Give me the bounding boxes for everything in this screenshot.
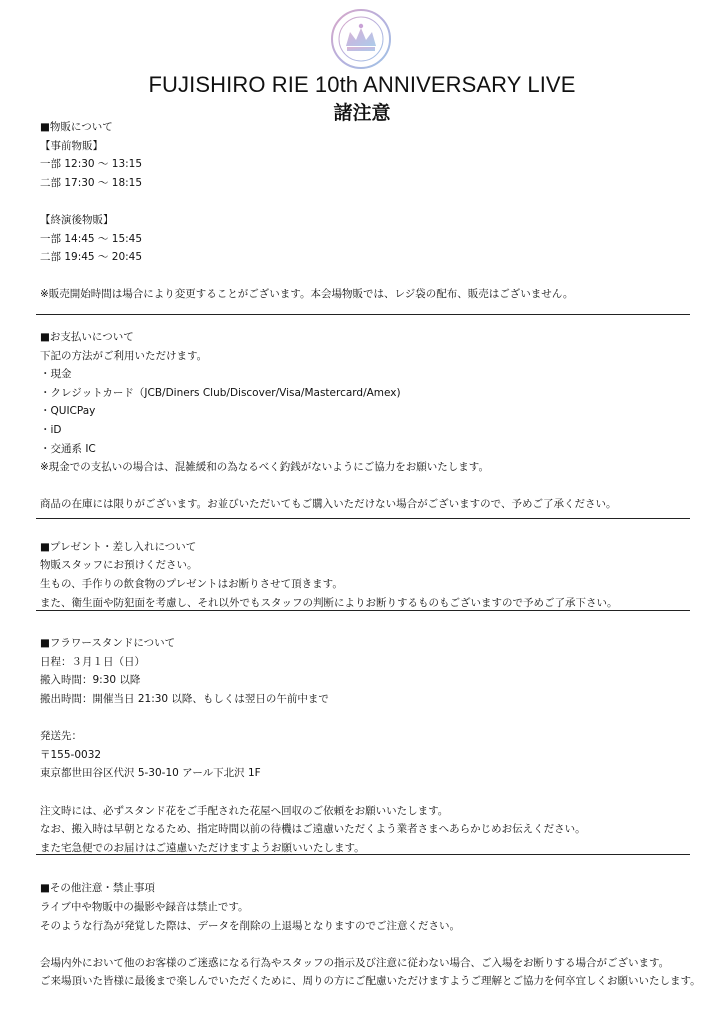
order-note: また宅急便でのお届けはご遠慮いただけますようお願いいたします。 [40, 841, 365, 854]
ship-label: 発送先： [40, 730, 82, 743]
pre-merch-label: 【事前物販】 [40, 139, 103, 152]
order-note: なお、搬入時は早朝となるため、指定時間以前の待機はご遠慮いただくよう業者さまへあらかじめお伝えください。 [40, 823, 586, 836]
flower-date: 日程：３月１日（日） [40, 655, 145, 668]
section-heading: ■プレゼント・差し入れについて [40, 540, 197, 553]
payment-note: ※現金での支払いの場合は、混雑緩和の為なるべく釣銭がないようにご協力をお願いたします。 [40, 461, 489, 474]
payment-method: ・QUICPay [40, 405, 96, 418]
other-line: ご来場頂いた皆様に最後まで楽しんでいただくために、周りの方にご配慮いただけますようご理解とご協力を何卒宜しくお願いいたします。 [40, 975, 701, 988]
section-heading: ■その他注意・禁止事項 [40, 882, 155, 895]
present-line: 物販スタッフにお預けください。 [40, 559, 198, 572]
section-divider [36, 610, 690, 611]
flower-in-time: 搬入時間：9:30 以降 [40, 674, 141, 687]
payment-method: ・現金 [40, 368, 72, 381]
page-subtitle: 諸注意 [333, 102, 391, 124]
post-merch-label: 【終演後物販】 [40, 213, 114, 226]
payment-section [40, 328, 720, 518]
payment-intro: 下記の方法がご利用いただけます。 [40, 349, 208, 362]
payment-method: ・クレジットカード（JCB/Diners Club/Discover/Visa/Mastercard/Amex) [40, 386, 401, 399]
flower-section [40, 634, 720, 861]
merch-section [40, 118, 720, 308]
stock-note: 商品の在庫には限りがございます。お並びいただいてもご購入いただけない場合がございますので、予めご了承ください。 [40, 498, 617, 511]
section-divider [36, 518, 690, 519]
section-heading: ■物販について [40, 121, 113, 133]
section-heading: ■お支払いについて [40, 330, 134, 343]
other-line: 会場内外において他のお客様のご迷惑になる行為やスタッフの指示及び注意に従わない場合、ご入場をお断りする場合がございます。 [40, 956, 670, 969]
section-divider [36, 314, 690, 315]
post-merch-part2: 二部 19:45 ～ 20:45 [40, 251, 143, 264]
postal-code: 〒155-0032 [40, 748, 102, 761]
merch-note: ※販売開始時間は場合により変更することがございます。本会場物販では、レジ袋の配布、販売はございません。 [40, 288, 574, 301]
payment-method: ・iD [40, 423, 62, 436]
post-merch-part1: 一部 14:45 ～ 15:45 [40, 232, 143, 245]
other-line: ライブ中や物販中の撮影や録音は禁止です。 [40, 900, 249, 913]
payment-method: ・交通系 IC [40, 442, 96, 455]
other-line: そのような行為が発覚した際は、データを削除の上退場となりますのでご注意ください。 [40, 919, 460, 932]
present-section [40, 538, 720, 616]
pre-merch-part1: 一部 12:30 ～ 13:15 [40, 158, 143, 171]
pre-merch-part2: 二部 17:30 ～ 18:15 [40, 176, 143, 189]
order-note: 注文時には、必ずスタンド花をご手配された花屋へ回収のご依頼をお願いいたします。 [40, 804, 449, 817]
section-divider [36, 854, 690, 855]
anniversary-emblem-icon [330, 8, 392, 70]
section-heading: ■フラワースタンドについて [40, 637, 176, 650]
present-line: また、衛生面や防犯面を考慮し、それ以外でもスタッフの判断によりお断りするものもございますので予めご了承下さい。 [40, 596, 618, 609]
present-line: 生もの、手作りの飲食物のプレゼントはお断りさせて頂きます。 [40, 578, 343, 591]
address: 東京都世田谷区代沢 5-30-10 アール下北沢 1F [40, 767, 261, 780]
page-title: FUJISHIRO RIE 10th ANNIVERSARY LIVE [148, 72, 576, 97]
other-section [40, 879, 720, 995]
flower-out-time: 搬出時間：開催当日 21:30 以降、もしくは翌日の午前中まで [40, 693, 329, 706]
notice-content [40, 118, 720, 995]
